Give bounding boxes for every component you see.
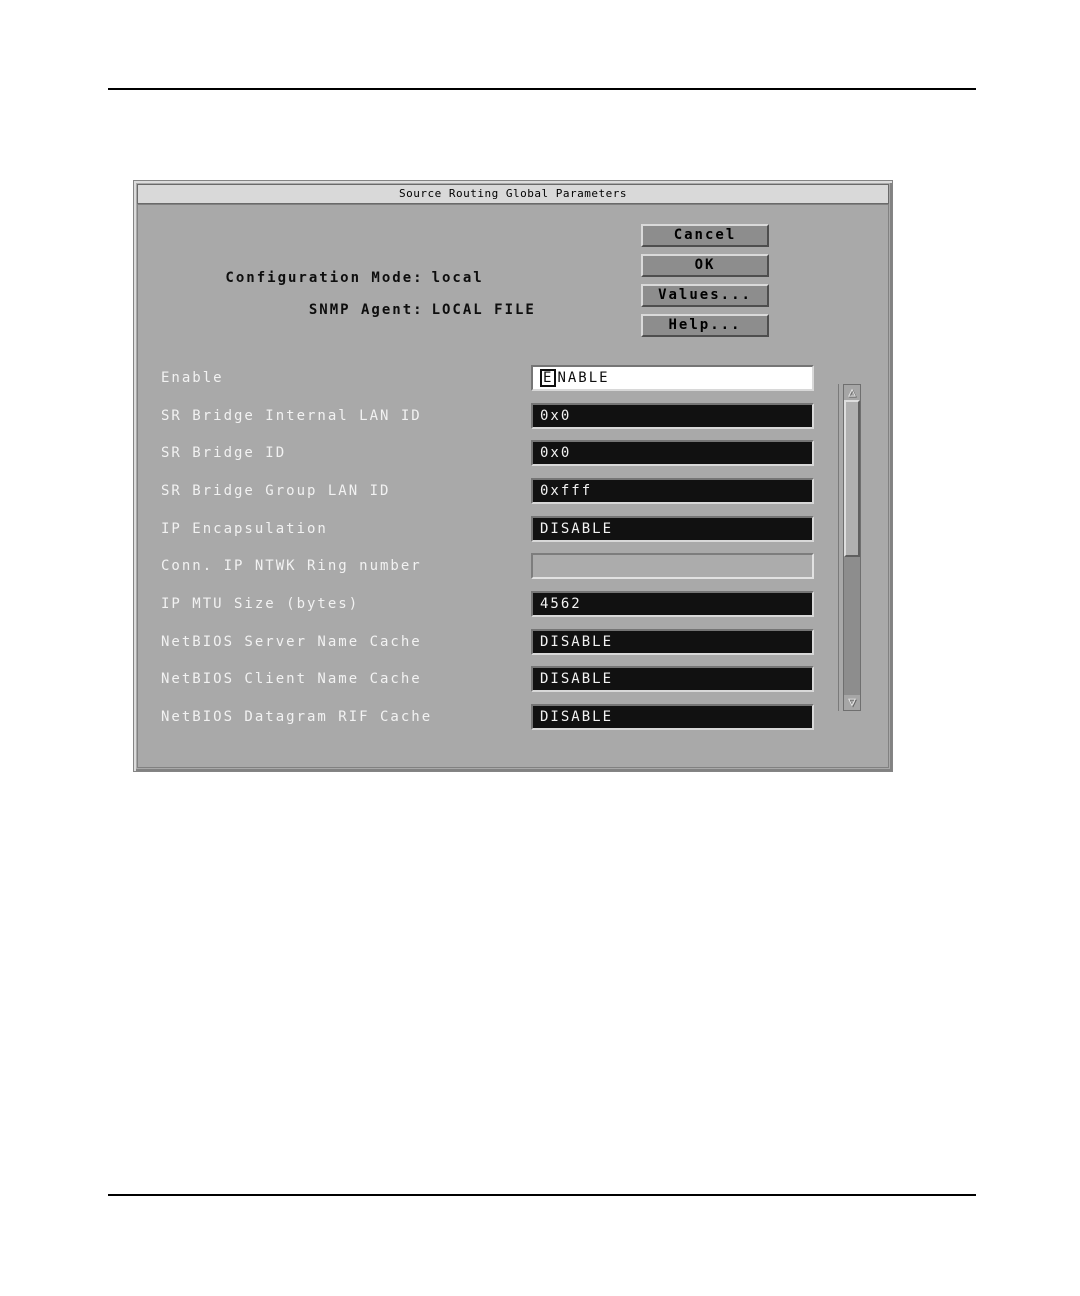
field-row-netbios-server-name-cache	[138, 629, 888, 655]
dialog-body	[137, 204, 889, 768]
help-button[interactable]: Help...	[641, 314, 769, 337]
sr-bridge-group-lan-id-input[interactable]: 0xfff	[531, 478, 814, 504]
ok-button[interactable]: OK	[641, 254, 769, 277]
snmp-agent-line	[161, 286, 536, 318]
netbios-datagram-rif-cache-label: NetBIOS Datagram RIF Cache	[161, 709, 433, 725]
scrollbar[interactable]	[843, 384, 861, 711]
scrollbar-track[interactable]	[844, 557, 860, 695]
enable-label: Enable	[161, 370, 224, 386]
configuration-mode-line	[161, 254, 484, 286]
field-row-netbios-client-name-cache	[138, 666, 888, 692]
field-row-sr-bridge-id	[138, 440, 888, 466]
sr-bridge-id-label: SR Bridge ID	[161, 445, 287, 461]
source-routing-global-parameters-dialog	[133, 180, 893, 772]
sr-bridge-internal-lan-id-label: SR Bridge Internal LAN ID	[161, 408, 422, 424]
bottom-rule	[108, 1194, 976, 1196]
sr-bridge-id-input[interactable]: 0x0	[531, 440, 814, 466]
values-button[interactable]: Values...	[641, 284, 769, 307]
conn-ip-ntwk-ring-number-label: Conn. IP NTWK Ring number	[161, 558, 422, 574]
conn-ip-ntwk-ring-number-input	[531, 553, 814, 579]
sr-bridge-internal-lan-id-input[interactable]: 0x0	[531, 403, 814, 429]
netbios-client-name-cache-input[interactable]: DISABLE	[531, 666, 814, 692]
scroll-up-button[interactable]	[844, 385, 860, 400]
ip-encapsulation-label: IP Encapsulation	[161, 521, 328, 537]
netbios-datagram-rif-cache-input[interactable]: DISABLE	[531, 704, 814, 730]
top-rule	[108, 88, 976, 90]
enable-input[interactable]: E NABLE	[531, 365, 814, 391]
field-row-sr-bridge-internal-lan-id	[138, 403, 888, 429]
field-row-netbios-datagram-rif-cache	[138, 704, 888, 730]
ip-encapsulation-input[interactable]: DISABLE	[531, 516, 814, 542]
dialog-titlebar[interactable]	[137, 184, 889, 204]
netbios-server-name-cache-input[interactable]: DISABLE	[531, 629, 814, 655]
cancel-button[interactable]: Cancel	[641, 224, 769, 247]
field-row-sr-bridge-group-lan-id	[138, 478, 888, 504]
scrollbar-shadow-line	[838, 384, 839, 711]
configuration-mode-value: local	[431, 270, 484, 286]
scroll-down-button[interactable]	[844, 695, 860, 710]
scroll-up-icon: △	[848, 385, 856, 400]
scroll-down-icon: ▽	[848, 695, 856, 710]
text-cursor: E	[540, 369, 556, 387]
ip-mtu-size-bytes-input[interactable]: 4562	[531, 591, 814, 617]
field-row-conn-ip-ntwk-ring-number	[138, 553, 888, 579]
dialog-title: Source Routing Global Parameters	[399, 187, 627, 200]
netbios-server-name-cache-label: NetBIOS Server Name Cache	[161, 634, 422, 650]
netbios-client-name-cache-label: NetBIOS Client Name Cache	[161, 671, 422, 687]
field-row-ip-mtu-size-bytes	[138, 591, 888, 617]
field-row-ip-encapsulation	[138, 516, 888, 542]
ip-mtu-size-bytes-label: IP MTU Size (bytes)	[161, 596, 360, 612]
snmp-agent-label: SNMP Agent:	[308, 302, 424, 318]
snmp-agent-value: LOCAL FILE	[431, 302, 536, 318]
field-row-enable	[138, 365, 888, 391]
sr-bridge-group-lan-id-label: SR Bridge Group LAN ID	[161, 483, 391, 499]
configuration-mode-label: Configuration Mode:	[225, 270, 424, 286]
scrollbar-thumb[interactable]	[844, 400, 860, 557]
